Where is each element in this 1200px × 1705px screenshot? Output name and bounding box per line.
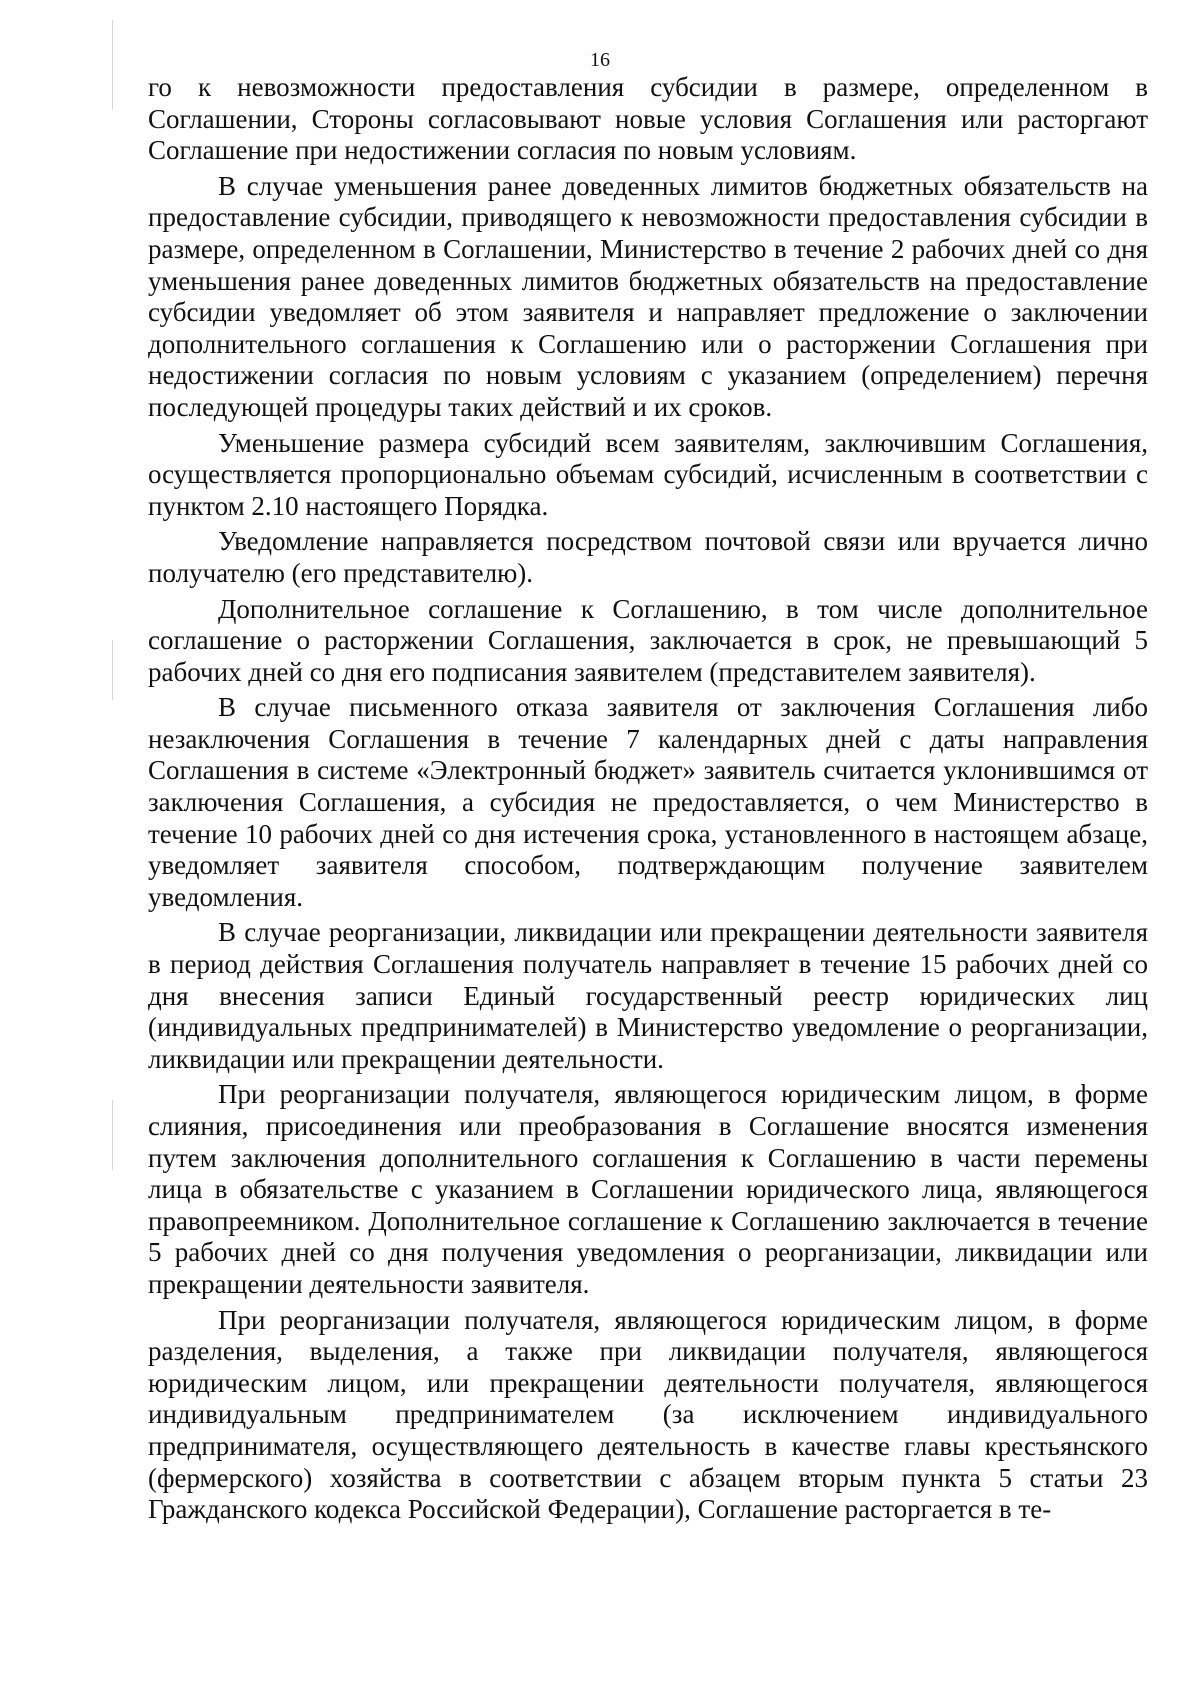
- paragraph: Уменьшение размера субсидий всем заявителям, заключившим Соглашения, осуществляется пропорционально объемам субсидий, исчисленным в соответствии с пунктом 2.10 настоящего Порядка.: [148, 427, 1148, 521]
- document-body: [148, 72, 1148, 1526]
- paragraph-continuation: го к невозможности предоставления субсидии в размере, определенном в Соглашении, Стороны согласовывают новые условия Соглашения или расторгают Соглашение при недостижении согласия по новым условиям.: [148, 72, 1148, 166]
- paragraph: При реорганизации получателя, являющегося юридическим лицом, в форме слияния, присоединения или преобразования в Соглашение вносятся изменения путем заключения дополнительного соглашения к Соглашению в части перемены лица в обязательстве с указанием в Соглашении юридического лица, являющегося правопреемником. Дополнительное соглашение к Соглашению заключается в течение 5 рабочих дней со дня получения уведомления о реорганизации, ликвидации или прекращении деятельности заявителя.: [148, 1079, 1148, 1299]
- paragraph: Дополнительное соглашение к Соглашению, в том числе дополнительное соглашение о расторжении Соглашения, заключается в срок, не превышающий 5 рабочих дней со дня его подписания заявителем (представителем заявителя).: [148, 593, 1148, 687]
- paragraph: При реорганизации получателя, являющегося юридическим лицом, в форме разделения, выделения, а также при ликвидации получателя, являющегося юридическим лицом, или прекращении деятельности получателя, являющегося индивидуальным предпринимателем (за исключением индивидуального предпринимателя, осуществляющего деятельность в качестве главы крестьянского (фермерского) хозяйства в соответствии с абзацем вторым пункта 5 статьи 23 Гражданского кодекса Российской Федерации), Соглашение расторгается в те-: [148, 1304, 1148, 1525]
- paragraph: Уведомление направляется посредством почтовой связи или вручается лично получателю (его представителю).: [148, 526, 1148, 588]
- scan-artifact-line: [112, 1100, 113, 1170]
- paragraph: В случае уменьшения ранее доведенных лимитов бюджетных обязательств на предоставление субсидии, приводящего к невозможности предоставления субсидии в размере, определенном в Соглашении, Министерство в течение 2 рабочих дней со дня уменьшения ранее доведенных лимитов бюджетных обязательств на предоставление субсидии уведомляет об этом заявителя и направляет предложение о заключении дополнительного соглашения к Соглашению или о расторжении Соглашения при недостижении согласия по новым условиям с указанием (определением) перечня последующей процедуры таких действий и их сроков.: [148, 170, 1148, 422]
- paragraph: В случае реорганизации, ликвидации или прекращении деятельности заявителя в период действия Соглашения получатель направляет в течение 15 рабочих дней со дня внесения записи Единый государственный реестр юридических лиц (индивидуальных предпринимателей) в Министерство уведомление о реорганизации, ликвидации или прекращении деятельности.: [148, 917, 1148, 1074]
- scan-artifact-line: [112, 640, 113, 700]
- paragraph: В случае письменного отказа заявителя от заключения Соглашения либо незаключения Соглашения в течение 7 календарных дней с даты направления Соглашения в системе «Электронный бюджет» заявитель считается уклонившимся от заключения Соглашения, а субсидия не предоставляется, о чем Министерство в течение 10 рабочих дней со дня истечения срока, установленного в настоящем абзаце, уведомляет заявителя способом, подтверждающим получение заявителем уведомления.: [148, 692, 1148, 912]
- page-number: 16: [590, 49, 610, 71]
